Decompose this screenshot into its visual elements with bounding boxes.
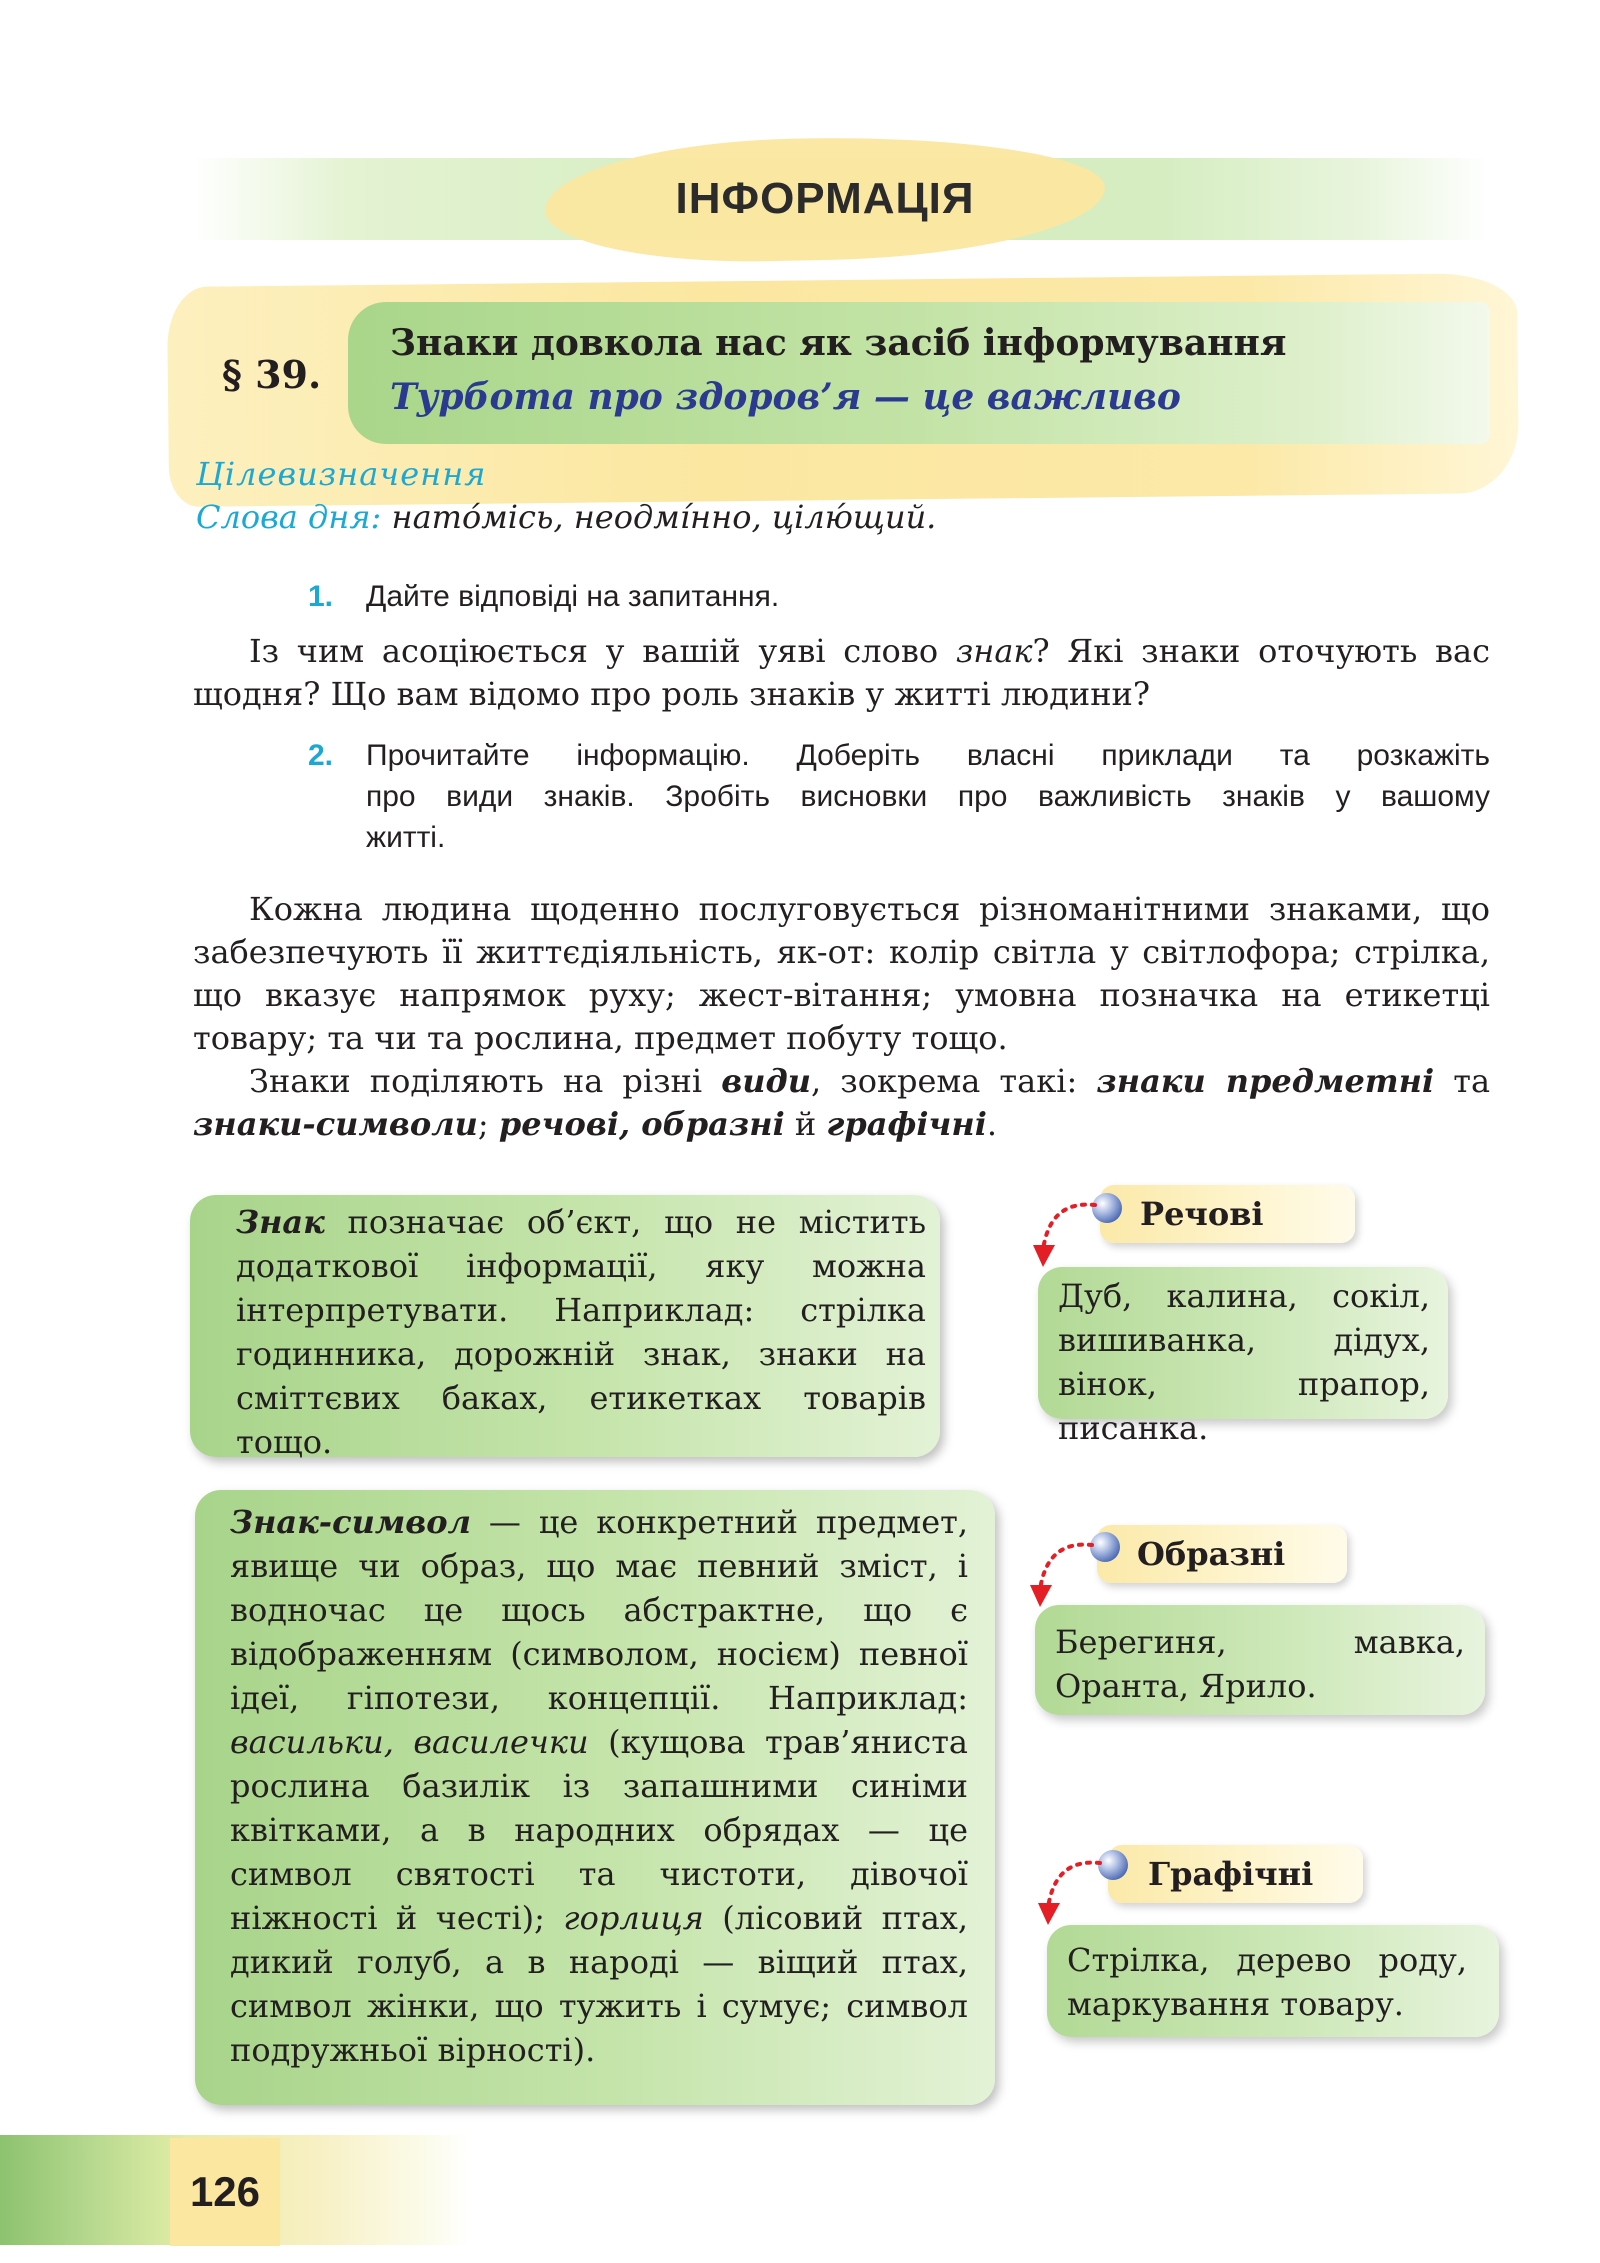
task-text: Прочитайте інформацію. Доберіть власні приклади та розкажіть про види знаків. Зробіть висновки про важливість знаків у вашому житті. [366,739,1490,854]
section-title: Знаки довкола нас як засіб інформування [390,322,1287,364]
body-paragraph-1: Кожна людина щоденно послуговується різноманітними знаками, що забезпечують її життєдіяльність, як-от: колір світла у світлофора; стрілка, що вказує напрямок руху; жест-вітання; умовна позначка на етикетці товару; та чи та рослина, предмет побуту тощо. [193,890,1490,1057]
task-number: 1. [308,580,334,613]
keyword-znak: знак [955,632,1033,670]
section-number: § 39. [222,352,322,397]
category-label-figurative: Образні [1097,1525,1347,1583]
category-text-figurative: Берегиня, мавка, Оранта, Ярило. [1055,1623,1465,1705]
page-title: ІНФОРМАЦІЯ [675,174,975,223]
category-text-material: Дуб, калина, сокіл, вишиванка, дідух, вінок, прапор, писанка. [1058,1277,1430,1447]
task-number: 2. [308,739,334,772]
question-paragraph: Із чим асоціюється у вашій уяві слово знак? Які знаки оточують вас щодня? Що вам відомо про роль знаків у житті людини? [193,632,1491,713]
page-number: 126 [170,2138,280,2246]
body-paragraph-2: Знаки поділяють на різні види, зокрема такі: знаки предметні та знаки-символи; речові, образні й графічні. [193,1062,1491,1143]
words-of-day-list: нато́місь, неодмі́нно, цілю́щий. [391,498,937,536]
sign-definition-text: Знак позначає об’єкт, що не містить додаткової інформації, яку можна інтерпретувати. Наприклад: стрілка годинника, дорожній знак, знаки на сміттєвих баках, етикетках товарів тощо. [236,1203,926,1461]
term-sign: Знак [236,1203,325,1241]
symbol-definition-text: Знак-символ — це конкретний предмет, явище чи образ, що має певний зміст, і водночас це щось абстрактне, що є відображенням (символом, носієм) певної ідеї, гіпотези, концепції. Наприклад: васильки, василечки (кущова трав’яниста рослина базилік із запашними синіми квітками, а в народних обрядах — це символ святості та чистоти, дівочої ніжності й честі); горлиця (лісовий птах, дикий голуб, а в народі — віщий птах, символ жінки, що тужить і сумує; символ подружньої вірності). [230,1503,969,2069]
words-of-day [196,498,936,536]
category-text-graphic: Стрілка, дерево роду, маркування товару. [1067,1941,1467,2023]
category-label-material: Речові [1100,1185,1355,1243]
goal-heading: Цілевизначення [196,455,487,493]
task-1 [308,576,1488,618]
section-subtitle: Турбота про здоров’я — це важливо [390,376,1181,418]
category-label-graphic: Графічні [1108,1845,1363,1903]
task-text: Дайте відповіді на запитання. [366,580,780,613]
term-symbol: Знак-символ [230,1503,472,1541]
words-of-day-label: Слова дня: [196,498,382,536]
